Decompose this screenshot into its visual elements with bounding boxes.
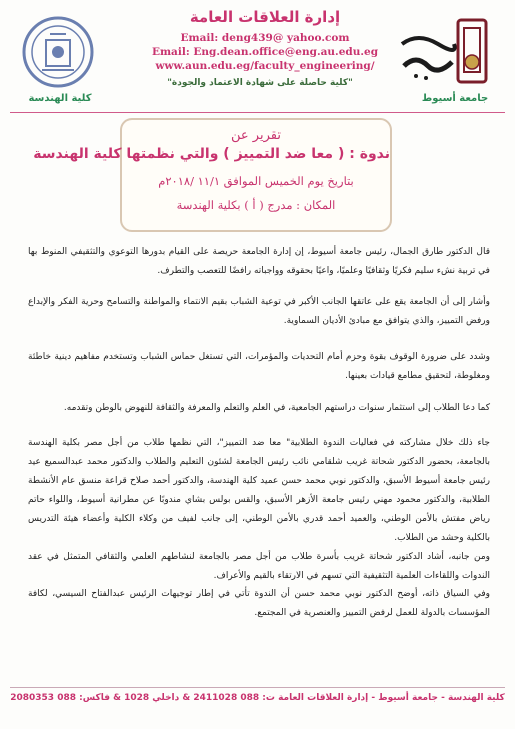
faculty-caption: كلية الهندسة bbox=[28, 93, 92, 104]
footer-contact: كلية الهندسة - جامعة أسيوط - إدارة العلاقات العامة ت: 088 2411028 & داخلي 1028 & فاكس: 088 2080353 bbox=[10, 693, 505, 703]
email-primary[interactable]: Email: deng439@ yahoo.com bbox=[180, 32, 350, 44]
body-paragraph-3: وشدد على ضرورة الوقوف بقوة وحزم أمام التحديات والمؤمرات، التي تستغل حماس الشباب وتستخدم مفاهيم دينية خاطئة ومغلوطة، لتحقيق مطامع قيادات بعينها. bbox=[28, 352, 490, 381]
footer-divider bbox=[10, 687, 505, 688]
header-divider bbox=[10, 112, 505, 113]
body-paragraph-2: وأشار إلى أن الجامعة يقع على عاتقها الجانب الأكبر في توعية الشباب بقيم الانتماء والمواطنة والتسامح وحرية الفكر والإبداع ورفض التمييز، والذي يتوافق مع مبادئ الأديان السماوية. bbox=[28, 297, 490, 326]
body-paragraph-6: ومن جانبه، أشاد الدكتور شحاتة غريب بأسرة طلاب من أجل مصر بالجامعة لنشاطهم العلمي والثقافي المتمثل في عقد الندوات واللقاءات العلمية التثقيفية التي تسهم في الارتقاء بالقيم والأعراف. bbox=[28, 552, 490, 581]
university-caption: جامعة أسيوط bbox=[421, 93, 489, 104]
assiut-university-logo bbox=[398, 14, 490, 90]
public-relations-title: إدارة العلاقات العامة bbox=[189, 8, 341, 26]
body-paragraph-5: جاء ذلك خلال مشاركته في فعاليات الندوة الطلابية" معا ضد التمييز"، التي نظمها طلاب من أجل مصر بكلية الهندسة بالجامعة، بحضور الدكتور شحاتة غريب شلقامي نائب رئيس الجامعة لشئون التعليم والطلاب والدكتور محمد عبدالسميع عيد رئيس جامعة أسيوط الأسبق، والدكتور نوبي محمد حسن عميد كلية الهندسة، والدكتور أحمد صلاح قراعة منسق عام الأنشطة الطلابية، والدكتور محمود مهني رئيس جامعة الأزهر الأسبق، والقس بولس بشاي مندوبًا عن مطرانية أسيوط، واللواء حاتم رياض مفتش بالأمن الوطني، والعميد أحمد قدري بالأمن الوطني، إلى جانب لفيف من وكلاء الكلية وأعضاء هيئة التدريس بالكلية وحشد من الطلاب. bbox=[28, 438, 490, 543]
body-paragraph-7: وفي السياق ذاته، أوضح الدكتور نوبي محمد حسن أن الندوة تأتي في إطار توجيهات الرئيس عبدالفتاح السيسي، لكافة المؤسسات بالدولة للعمل لرفض التمييز والعنصرية في المجتمع. bbox=[28, 589, 490, 618]
seminar-location: المكان : مدرج ( أ ) بكلية الهندسة bbox=[176, 198, 336, 212]
report-label: تقرير عن bbox=[231, 128, 281, 143]
seminar-title: ندوة : ( معا ضد التمييز ) والتي نظمتها كلية الهندسة bbox=[33, 146, 390, 162]
website-link[interactable]: www.aun.edu.eg/faculty_engineering/ bbox=[155, 60, 375, 72]
body-paragraph-4: كما دعا الطلاب إلى استثمار سنوات دراستهم الجامعية، في العلم والتعلم والمعرفة والثقافة للنهوض بالوطن وتقدمه. bbox=[63, 403, 490, 413]
faculty-of-engineering-logo bbox=[20, 14, 96, 90]
accreditation-motto: "كلية حاصلة على شهادة الاعتماد والجودة" bbox=[167, 78, 353, 88]
seminar-date: بتاريخ يوم الخميس الموافق ١١/١ /٢٠١٨م bbox=[158, 174, 354, 188]
email-dean-office[interactable]: Email: Eng.dean.office@eng.au.edu.eg bbox=[151, 46, 379, 58]
report-title-box bbox=[33, 118, 392, 232]
body-paragraph-1: قال الدكتور طارق الجمال، رئيس جامعة أسيوط، إن إدارة الجامعة حريصة على القيام بدورها التوعوي والتثقيفي المنوط بها في تربية نشء سليم فكريًا وثقافيًا وعلميًا، واعيًا بحقوقه وواجباته رافضًا للتعصب والتطرف. bbox=[28, 247, 490, 276]
